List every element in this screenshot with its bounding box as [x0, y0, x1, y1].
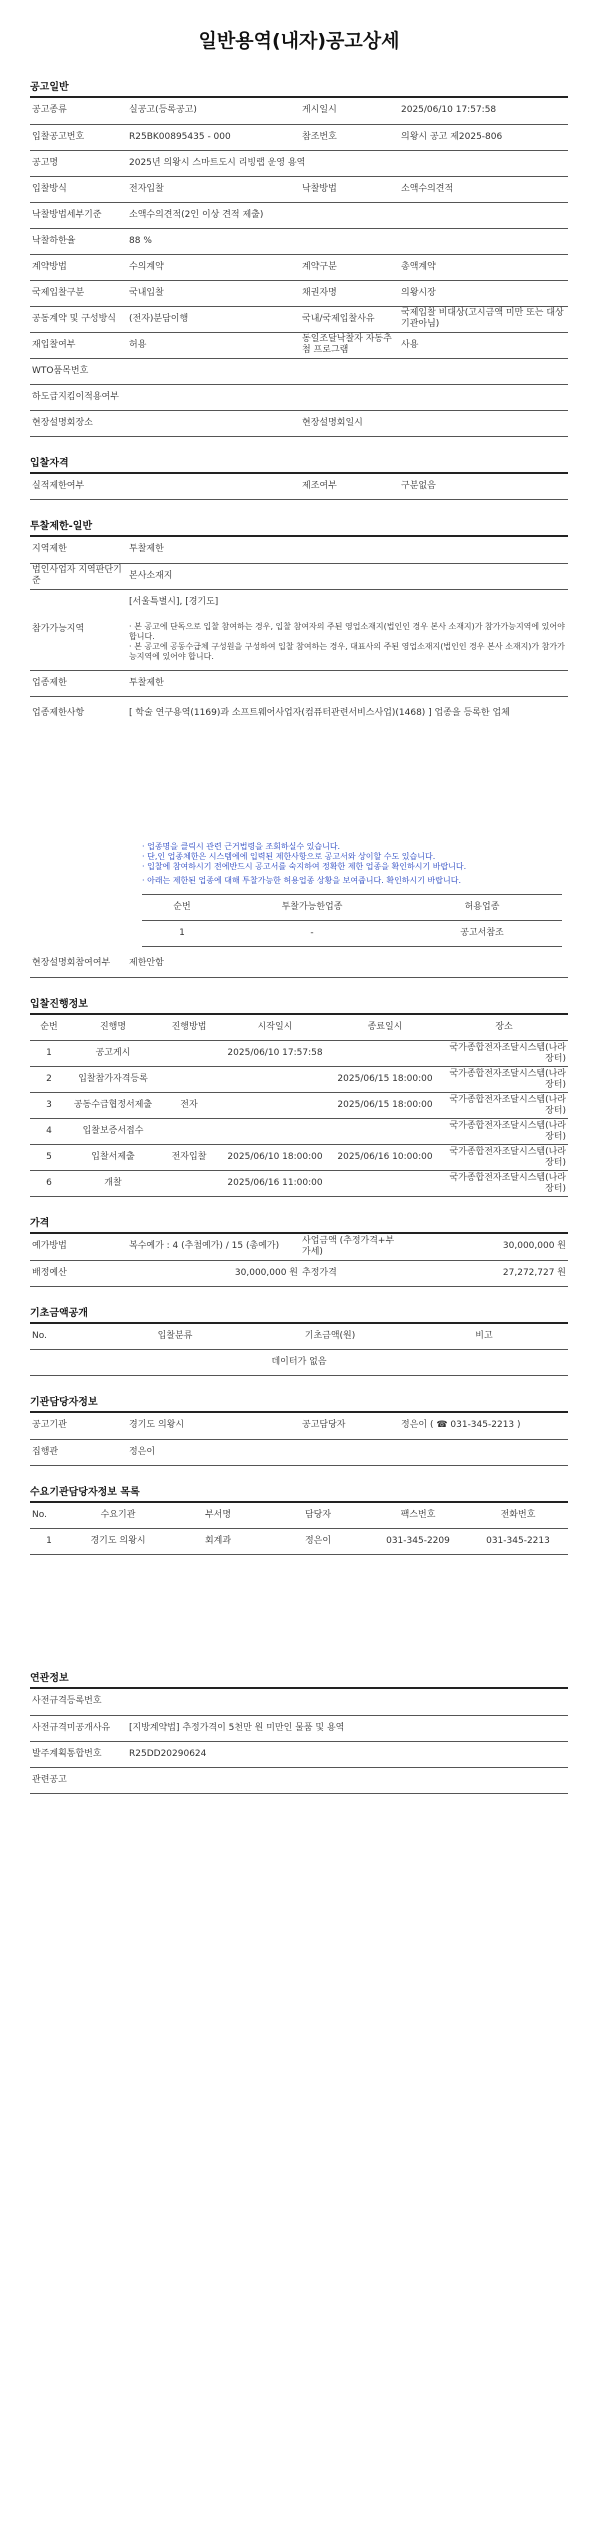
field-value: 사용	[399, 332, 568, 358]
field-value	[127, 384, 568, 410]
region-value: 투찰제한	[127, 537, 568, 563]
col-header-allowed: 투찰가능한업종	[222, 895, 402, 921]
progress-cell: 국가종합전자조달시스템(나라장터)	[440, 1067, 568, 1093]
field-label: 재입찰여부	[30, 332, 127, 358]
allowed-seq: 1	[142, 921, 222, 947]
progress-cell: 6	[30, 1171, 68, 1197]
field-value: 허용	[127, 332, 300, 358]
industry-notice-blue: · 아래는 제한된 업종에 대해 투찰가능한 허용업종 상황을 보여줍니다. 확인하시기 바랍니다.	[142, 876, 461, 885]
field-value: 총액계약	[399, 254, 568, 280]
empty-message: 데이터가 없음	[30, 1350, 568, 1376]
progress-cell: 전자입찰	[158, 1145, 220, 1171]
section-title-manager: 기관담당자정보	[30, 1397, 568, 1413]
restriction-table	[30, 537, 568, 730]
field-value: 2025년 의왕시 스마트도시 리빙랩 운영 용역	[127, 150, 568, 176]
allowed-region-label: 참가가능지역	[30, 589, 127, 670]
field-label: 발주계획통합번호	[30, 1741, 127, 1767]
qual-value-1	[127, 474, 300, 500]
field-label: 동일조달낙찰자 자동추첨 프로그램	[300, 332, 399, 358]
estimated-price-value: 27,272,727 원	[399, 1260, 568, 1286]
industry-notice	[142, 842, 568, 886]
progress-cell	[158, 1067, 220, 1093]
field-label: 입찰방식	[30, 176, 127, 202]
progress-cell: 국가종합전자조달시스템(나라장터)	[440, 1093, 568, 1119]
table-row	[30, 280, 568, 306]
section-title-general: 공고일반	[30, 82, 568, 98]
section-related	[30, 1673, 568, 1794]
manager-table	[30, 1413, 568, 1466]
field-label: 하도급지킴이적용여부	[30, 384, 127, 410]
site-visit-table	[30, 951, 568, 978]
field-value: (전자)분담이행	[127, 306, 300, 332]
col-header: No.	[30, 1503, 68, 1529]
table-row	[30, 563, 568, 589]
qual-label-2: 제조여부	[300, 474, 399, 500]
progress-cell: 3	[30, 1093, 68, 1119]
field-label: 현장설명회일시	[300, 410, 399, 436]
field-value	[127, 358, 568, 384]
field-value: 의왕시장	[399, 280, 568, 306]
col-header: 담당자	[268, 1503, 368, 1529]
table-row	[30, 670, 568, 696]
col-header: 진행명	[68, 1015, 158, 1041]
demand-cell: 정은이	[268, 1529, 368, 1555]
progress-cell	[220, 1067, 330, 1093]
field-value	[127, 410, 300, 436]
table-row	[30, 1689, 568, 1715]
progress-cell	[158, 1041, 220, 1067]
corp-value: 본사소재지	[127, 563, 568, 589]
notice-line: · 업종명을 클릭시 관련 근거법령을 조회하실수 있습니다.	[142, 842, 341, 851]
progress-table	[30, 1015, 568, 1198]
notice-line: · 입찰에 참여하시기 전에반드시 공고서를 숙지하여 정확한 제한 업종을 확인하시기 바랍니다.	[142, 862, 467, 871]
section-title-price: 가격	[30, 1218, 568, 1234]
empty-cell	[399, 1439, 568, 1465]
table-row	[30, 1145, 568, 1171]
budget-label: 배정예산	[30, 1260, 127, 1286]
field-value	[399, 410, 568, 436]
field-label: 사전규격등록번호	[30, 1689, 127, 1715]
field-label: 게시일시	[300, 98, 399, 124]
progress-cell: 2025/06/10 17:57:58	[220, 1041, 330, 1067]
table-row	[30, 1260, 568, 1286]
progress-cell: 입찰서제출	[68, 1145, 158, 1171]
progress-cell: 공동수급협정서제출	[68, 1093, 158, 1119]
progress-cell: 2025/06/15 18:00:00	[330, 1093, 440, 1119]
table-row	[30, 537, 568, 563]
table-row	[30, 696, 568, 730]
col-header: 수요기관	[68, 1503, 168, 1529]
progress-cell: 국가종합전자조달시스템(나라장터)	[440, 1171, 568, 1197]
progress-cell: 국가종합전자조달시스템(나라장터)	[440, 1145, 568, 1171]
field-label: 낙찰하한율	[30, 228, 127, 254]
field-value: 88 %	[127, 228, 568, 254]
progress-cell: 2025/06/15 18:00:00	[330, 1067, 440, 1093]
related-table	[30, 1689, 568, 1794]
table-row	[30, 254, 568, 280]
progress-cell	[220, 1119, 330, 1145]
budget-value: 30,000,000 원	[127, 1260, 300, 1286]
table-row	[30, 1439, 568, 1465]
field-value: 수의계약	[127, 254, 300, 280]
section-title-progress: 입찰진행정보	[30, 999, 568, 1015]
progress-cell: 입찰보증서접수	[68, 1119, 158, 1145]
table-row	[30, 1093, 568, 1119]
price-method-value: 복수예가 : 4 (추첨예가) / 15 (총예가)	[127, 1234, 300, 1260]
field-label: 낙찰방법	[300, 176, 399, 202]
field-label: 공고명	[30, 150, 127, 176]
demand-cell: 031-345-2213	[468, 1529, 568, 1555]
table-row	[142, 921, 562, 947]
demand-cell: 회계과	[168, 1529, 268, 1555]
section-demand	[30, 1487, 568, 1556]
table-row	[30, 306, 568, 332]
field-value: 국내입찰	[127, 280, 300, 306]
section-title-restriction: 투찰제한-일반	[30, 521, 568, 537]
field-label: 계약방법	[30, 254, 127, 280]
field-label: 관련공고	[30, 1767, 127, 1793]
field-label: 현장설명회장소	[30, 410, 127, 436]
table-row	[30, 124, 568, 150]
table-row	[30, 358, 568, 384]
table-row	[30, 1767, 568, 1793]
table-row	[30, 1529, 568, 1555]
field-value: 실공고(등록공고)	[127, 98, 300, 124]
allowed-industry: -	[222, 921, 402, 947]
col-header: 시작일시	[220, 1015, 330, 1041]
progress-cell	[330, 1119, 440, 1145]
general-table	[30, 98, 568, 437]
field-label: 사전규격미공개사유	[30, 1715, 127, 1741]
price-method-label: 예가방법	[30, 1234, 127, 1260]
allowed-region-note-1: · 본 공고에 단독으로 입찰 참여하는 경우, 입찰 참여자의 주된 영업소재지(법인인 경우 본사 소재지)가 참가가능지역에 있어야 합니다.	[129, 621, 565, 641]
field-label: WTO품목번호	[30, 358, 127, 384]
field-value: 국제입찰 비대상(고시금액 미만 또는 대상기관아님)	[399, 306, 568, 332]
table-row	[30, 1715, 568, 1741]
table-row	[30, 228, 568, 254]
progress-cell: 입찰참가자격등록	[68, 1067, 158, 1093]
field-value	[127, 1689, 568, 1715]
field-value: R25BK00895435 - 000	[127, 124, 300, 150]
field-value: R25DD20290624	[127, 1741, 568, 1767]
col-header: 종료일시	[330, 1015, 440, 1041]
notice-line: · 단,인 업종체한은 시스템에에 입력된 제한사항으로 공고서와 상이할 수도 있습니다.	[142, 852, 436, 861]
progress-cell	[158, 1119, 220, 1145]
progress-cell: 개찰	[68, 1171, 158, 1197]
section-base-amount	[30, 1308, 568, 1377]
col-header: 순번	[30, 1015, 68, 1041]
table-row	[30, 384, 568, 410]
table-header-row	[30, 1324, 568, 1350]
project-amount-value: 30,000,000 원	[399, 1234, 568, 1260]
table-row	[30, 176, 568, 202]
field-label: 계약구분	[300, 254, 399, 280]
table-row	[30, 150, 568, 176]
progress-cell: 전자	[158, 1093, 220, 1119]
officer-value: 정은이 ( ☎ 031-345-2213 )	[399, 1413, 568, 1439]
section-restriction	[30, 521, 568, 978]
industry-value: 투찰제한	[127, 670, 568, 696]
col-header-permitted: 허용업종	[402, 895, 562, 921]
field-value: 2025/06/10 17:57:58	[399, 98, 568, 124]
site-visit-value: 제한안함	[127, 951, 568, 977]
field-label: 공동계약 및 구성방식	[30, 306, 127, 332]
field-label: 낙찰방법세부기준	[30, 202, 127, 228]
agency-label: 공고기관	[30, 1413, 127, 1439]
field-label: 참조번호	[300, 124, 399, 150]
progress-cell	[158, 1171, 220, 1197]
table-header-row	[142, 895, 562, 921]
demand-table	[30, 1503, 568, 1556]
empty-cell	[300, 1439, 399, 1465]
demand-cell: 경기도 의왕시	[68, 1529, 168, 1555]
allowed-region-note-2: · 본 공고에 공동수급체 구성원을 구성하여 입찰 참여하는 경우, 대표사의 주된 영업소재지(법인인 경우 본사 소재지)가 참가가능지역에 있어야 합니다.	[129, 641, 565, 661]
table-row	[30, 1350, 568, 1376]
demand-cell: 031-345-2209	[368, 1529, 468, 1555]
progress-cell: 2	[30, 1067, 68, 1093]
table-row	[30, 474, 568, 500]
table-row	[30, 1119, 568, 1145]
estimated-price-label: 추정가격	[300, 1260, 399, 1286]
progress-cell: 5	[30, 1145, 68, 1171]
allowed-region-value: [서울특별시], [경기도]	[129, 597, 219, 608]
progress-cell: 2025/06/16 11:00:00	[220, 1171, 330, 1197]
table-row	[30, 332, 568, 358]
allowed-region-cell	[127, 589, 568, 670]
progress-cell: 공고게시	[68, 1041, 158, 1067]
section-qualification	[30, 458, 568, 501]
col-header-category: 입찰분류	[90, 1324, 260, 1350]
demand-cell: 1	[30, 1529, 68, 1555]
qual-value-2: 구분없음	[399, 474, 568, 500]
section-title-demand: 수요기관담당자정보 목록	[30, 1487, 568, 1503]
section-title-related: 연관정보	[30, 1673, 568, 1689]
section-manager	[30, 1397, 568, 1466]
executor-value: 정은이	[127, 1439, 300, 1465]
progress-cell: 2025/06/16 10:00:00	[330, 1145, 440, 1171]
executor-label: 집행관	[30, 1439, 127, 1465]
table-row	[30, 1413, 568, 1439]
field-value	[127, 1767, 568, 1793]
field-label: 채권자명	[300, 280, 399, 306]
table-row	[30, 951, 568, 977]
region-label: 지역제한	[30, 537, 127, 563]
table-row	[30, 1234, 568, 1260]
project-amount-label: 사업금액 (추정가격+부가세)	[300, 1234, 399, 1260]
section-general	[30, 82, 568, 437]
base-amount-table	[30, 1324, 568, 1377]
field-value: 전자입찰	[127, 176, 300, 202]
table-row	[30, 98, 568, 124]
progress-cell	[220, 1093, 330, 1119]
table-row	[30, 202, 568, 228]
agency-value: 경기도 의왕시	[127, 1413, 300, 1439]
industry-items-value: [ 학술 연구용역(1169)과 소프트웨어사업자(컴퓨터관련서비스사업)(1468) ] 업종을 등록한 업체	[129, 707, 510, 718]
section-title-base-amount: 기초금액공개	[30, 1308, 568, 1324]
col-header: 부서명	[168, 1503, 268, 1529]
col-header-base-amount: 기초금액(원)	[260, 1324, 400, 1350]
site-visit-label: 현장설명회참여여부	[30, 951, 127, 977]
field-label: 공고종류	[30, 98, 127, 124]
officer-label: 공고담당자	[300, 1413, 399, 1439]
progress-cell: 국가종합전자조달시스템(나라장터)	[440, 1041, 568, 1067]
progress-cell	[330, 1041, 440, 1067]
table-row	[30, 410, 568, 436]
industry-items-label: 업종제한사항	[32, 707, 85, 718]
progress-cell: 1	[30, 1041, 68, 1067]
field-value: 소액수의견적	[399, 176, 568, 202]
field-value: 의왕시 공고 제2025-806	[399, 124, 568, 150]
progress-cell	[330, 1171, 440, 1197]
field-value: [지방계약법] 추정가격이 5천만 원 미만인 물품 및 용역	[127, 1715, 568, 1741]
table-row	[30, 1067, 568, 1093]
progress-cell: 국가종합전자조달시스템(나라장터)	[440, 1119, 568, 1145]
col-header-remark: 비고	[400, 1324, 568, 1350]
field-label: 국제입찰구분	[30, 280, 127, 306]
qual-label-1: 실적제한여부	[30, 474, 127, 500]
table-row	[30, 589, 568, 670]
table-header-row	[30, 1503, 568, 1529]
qualification-table	[30, 474, 568, 501]
permitted-industry: 공고서참조	[402, 921, 562, 947]
progress-cell: 4	[30, 1119, 68, 1145]
price-table	[30, 1234, 568, 1287]
col-header-no: No.	[30, 1324, 90, 1350]
col-header: 팩스번호	[368, 1503, 468, 1529]
field-value: 소액수의견적(2인 이상 견적 제출)	[127, 202, 568, 228]
industry-label: 업종제한	[30, 670, 127, 696]
corp-label: 법인사업자 지역판단기준	[30, 563, 127, 589]
page-title: 일반용역(내자)공고상세	[198, 30, 400, 52]
section-price	[30, 1218, 568, 1287]
section-title-qualification: 입찰자격	[30, 458, 568, 474]
col-header: 장소	[440, 1015, 568, 1041]
table-row	[30, 1041, 568, 1067]
table-row	[30, 1741, 568, 1767]
industry-notice-lines	[142, 842, 568, 872]
table-header-row	[30, 1015, 568, 1041]
col-header: 전화번호	[468, 1503, 568, 1529]
allowed-industry-table	[142, 894, 562, 947]
col-header-seq: 순번	[142, 895, 222, 921]
section-progress	[30, 999, 568, 1198]
field-label: 입찰공고번호	[30, 124, 127, 150]
progress-cell: 2025/06/10 18:00:00	[220, 1145, 330, 1171]
col-header: 진행방법	[158, 1015, 220, 1041]
table-row	[30, 1171, 568, 1197]
field-label: 국내/국제입찰사유	[300, 306, 399, 332]
